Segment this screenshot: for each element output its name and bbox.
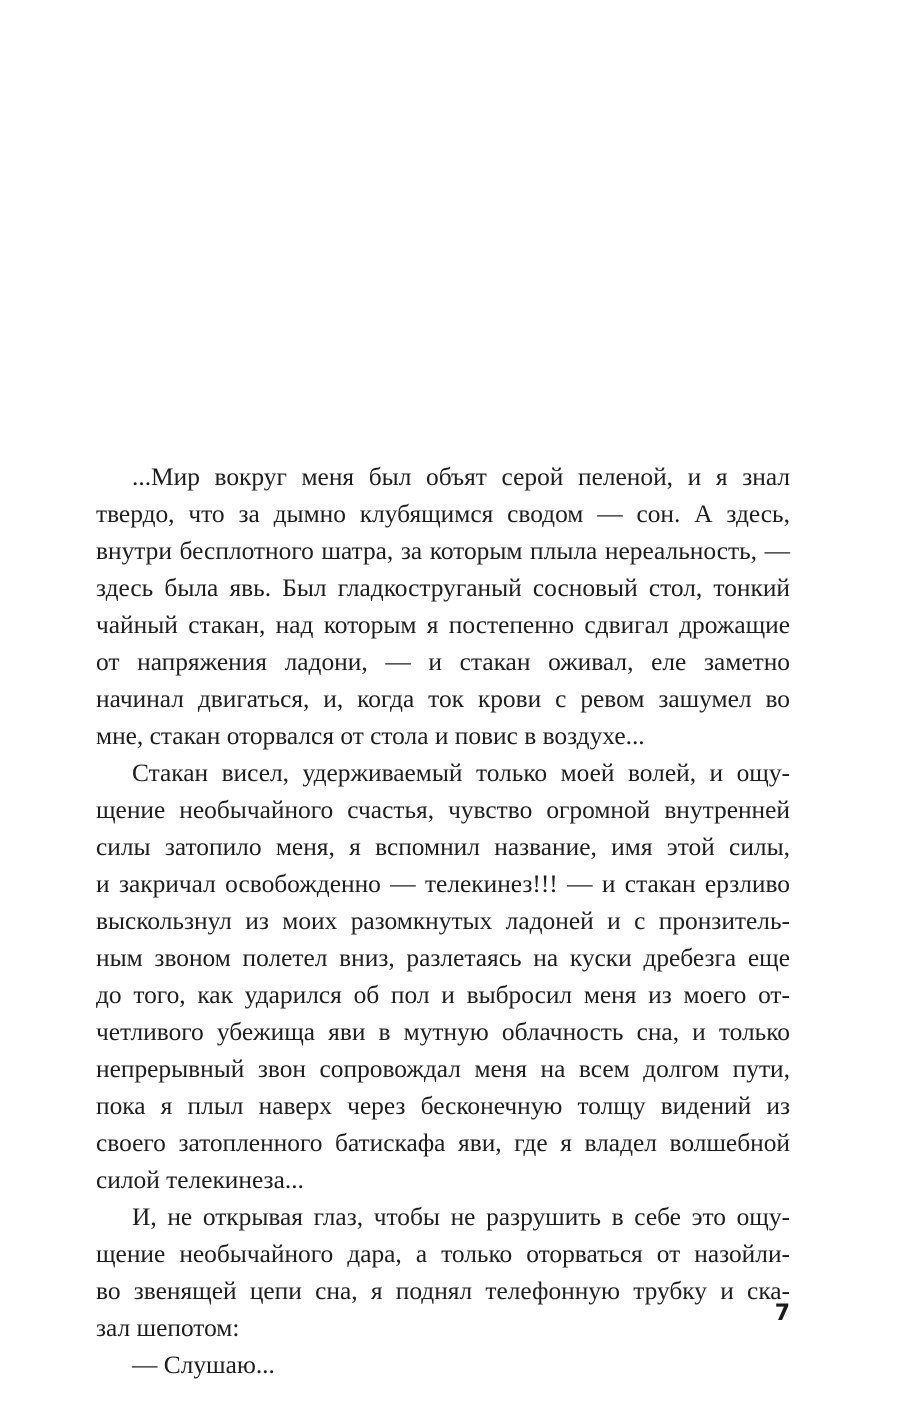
paragraph-4 bbox=[96, 1347, 790, 1384]
text-line: силы затопило меня, я вспомнил название, имя этой силы, bbox=[96, 833, 790, 861]
text-line: от напряжения ладони, — и стакан оживал, еле заметно bbox=[96, 648, 790, 676]
text-line: ным звоном полетел вниз, разлетаясь на куски дребезга еще bbox=[96, 944, 790, 972]
text-line: мне, стакан оторвался от стола и повис в воздухе... bbox=[96, 722, 645, 750]
body-text bbox=[96, 459, 790, 1384]
text-line: во звенящей цепи сна, я поднял телефонную трубку и ска- bbox=[96, 1277, 790, 1305]
text-line: И, не открывая глаз, чтобы не разрушить в себе это ощу- bbox=[132, 1203, 790, 1231]
text-line: силой телекинеза... bbox=[96, 1166, 304, 1194]
paragraph-1 bbox=[96, 459, 790, 755]
text-line: внутри бесплотного шатра, за которым плыла нереальность, — bbox=[96, 537, 790, 565]
text-line: начинал двигаться, и, когда ток крови с ревом зашумел во bbox=[96, 685, 790, 713]
text-line: и закричал освобожденно — телекинез!!! — и стакан ерзливо bbox=[96, 870, 790, 898]
text-line: до того, как ударился об пол и выбросил меня из моего от- bbox=[96, 981, 790, 1009]
text-line: выскользнул из моих разомкнутых ладоней и с пронзитель- bbox=[96, 907, 790, 935]
text-line: своего затопленного батискафа яви, где я владел волшебной bbox=[96, 1129, 790, 1157]
text-line: щение необычайного счастья, чувство огромной внутренней bbox=[96, 796, 790, 824]
page-number: 7 bbox=[774, 1301, 790, 1326]
text-line: четливого убежища яви в мутную облачность сна, и только bbox=[96, 1018, 790, 1046]
paragraph-2 bbox=[96, 755, 790, 1199]
text-line: зал шепотом: bbox=[96, 1314, 240, 1342]
text-line: здесь была явь. Был гладкоструганый сосновый стол, тонкий bbox=[96, 574, 790, 602]
paragraph-3 bbox=[96, 1199, 790, 1347]
text-line: чайный стакан, над которым я постепенно сдвигал дрожащие bbox=[96, 611, 790, 639]
text-line: ...Мир вокруг меня был объят серой пеленой, и я знал bbox=[132, 463, 790, 491]
text-line: — Слушаю... bbox=[132, 1351, 275, 1379]
text-line: твердо, что за дымно клубящимся сводом — сон. А здесь, bbox=[96, 500, 790, 528]
text-line: пока я плыл наверх через бесконечную толщу видений из bbox=[96, 1092, 790, 1120]
text-line: непрерывный звон сопровождал меня на всем долгом пути, bbox=[96, 1055, 790, 1083]
text-line: Стакан висел, удерживаемый только моей волей, и ощу- bbox=[132, 759, 790, 787]
text-line: щение необычайного дара, а только оторваться от назойли- bbox=[96, 1240, 790, 1268]
